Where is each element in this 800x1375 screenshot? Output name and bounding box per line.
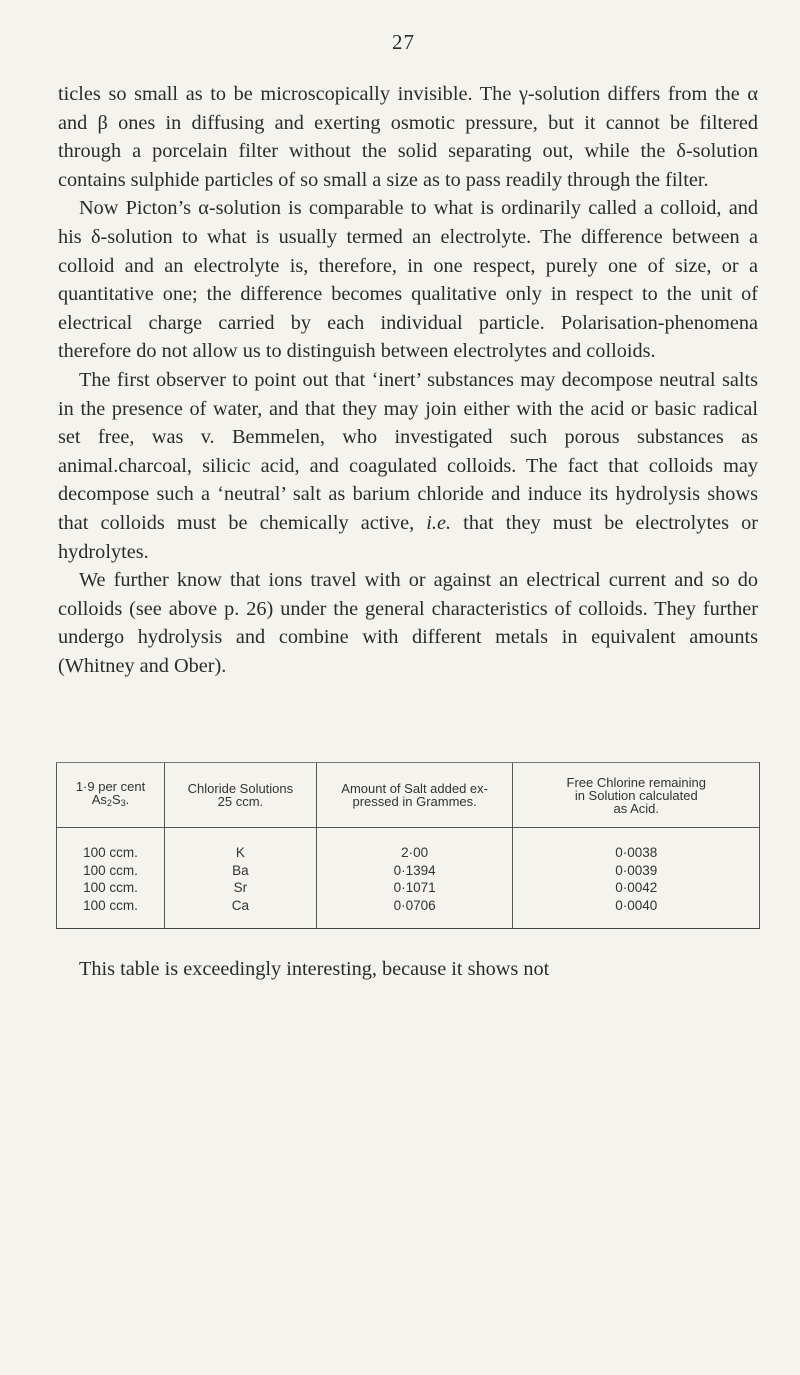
results-table [56, 762, 760, 929]
table-row [57, 862, 760, 880]
paragraph: ticles so small as to be microscopically invisible. The γ-solution differs from the α and β ones in diffusing and exerting osmotic pressure, but it cannot be filtered through a porcelain filter without the solid separating out, while the δ-solution contains sulphide particles of so small a size as to pass readily through the filter. [58, 83, 758, 191]
cell-salt: 0·1394 [316, 862, 513, 880]
paragraph-text: The first observer to point out that ‘inert’ substances may decompose neutral salts in the presence of water, and that they may join either with the acid or basic radical set free, was v. Bemmelen, who investigated such porous substances as animal.charcoal, silicic acid, and coagulated colloids. The fact that colloids may decompose such a ‘neutral’ salt as barium chloride and induce its hydrolysis shows that colloids must be chemically active, [58, 368, 758, 534]
header-chloride-solutions: Chloride Solutions 25 ccm. [165, 763, 317, 828]
cell-metal: Ba [165, 862, 317, 880]
cell-metal: K [165, 828, 317, 862]
cell-metal: Ca [165, 897, 317, 929]
paragraph-text-continued: that they must be electrolytes or hydrolytes. [58, 511, 758, 563]
table-header-row [57, 763, 760, 828]
header-sulphide-solution: 1·9 per cent $As_2S_3$. [57, 763, 165, 828]
cell-salt: 2·00 [316, 828, 513, 862]
cell-chlorine: 0·0039 [513, 862, 760, 880]
italic-abbreviation: i.e. [426, 511, 452, 534]
cell-chlorine: 0·0040 [513, 897, 760, 929]
table-row [57, 897, 760, 929]
paragraph: Now Picton’s α-solution is comparable to what is ordinarily called a colloid, and his δ-solution to what is usually termed an electrolyte. The difference between a colloid and an electrolyte is, therefore, in one respect, purely one of size, or a quantitative one; the difference becomes qualitative only in respect to the unit of electrical charge carried by each individual particle. Polarisation-phenomena therefore do not allow us to distinguish between electrolytes and colloids. [58, 197, 758, 363]
header-salt-amount: Amount of Salt added ex- pressed in Grammes. [316, 763, 513, 828]
cell-chlorine: 0·0038 [513, 828, 760, 862]
paragraph: We further know that ions travel with or against an electrical current and so do colloids (see above p. 26) under the general characteristics of colloids. They further undergo hydrolysis and combine with different metals in equivalent amounts (Whitney and Ober). [58, 569, 758, 677]
cell-salt: 0·1071 [316, 879, 513, 897]
cell-salt: 0·0706 [316, 897, 513, 929]
table-row [57, 828, 760, 862]
cell-volume: 100 ccm. [57, 828, 165, 862]
cell-volume: 100 ccm. [57, 897, 165, 929]
cell-chlorine: 0·0042 [513, 879, 760, 897]
page-number: 27 [392, 30, 415, 54]
cell-volume: 100 ccm. [57, 862, 165, 880]
cell-metal: Sr [165, 879, 317, 897]
header-free-chlorine: Free Chlorine remaining in Solution calculated as Acid. [513, 763, 760, 828]
table-row [57, 879, 760, 897]
paragraph [58, 366, 758, 566]
closing-paragraph: This table is exceedingly interesting, because it shows not [79, 958, 550, 980]
body-text [58, 80, 758, 680]
cell-volume: 100 ccm. [57, 879, 165, 897]
